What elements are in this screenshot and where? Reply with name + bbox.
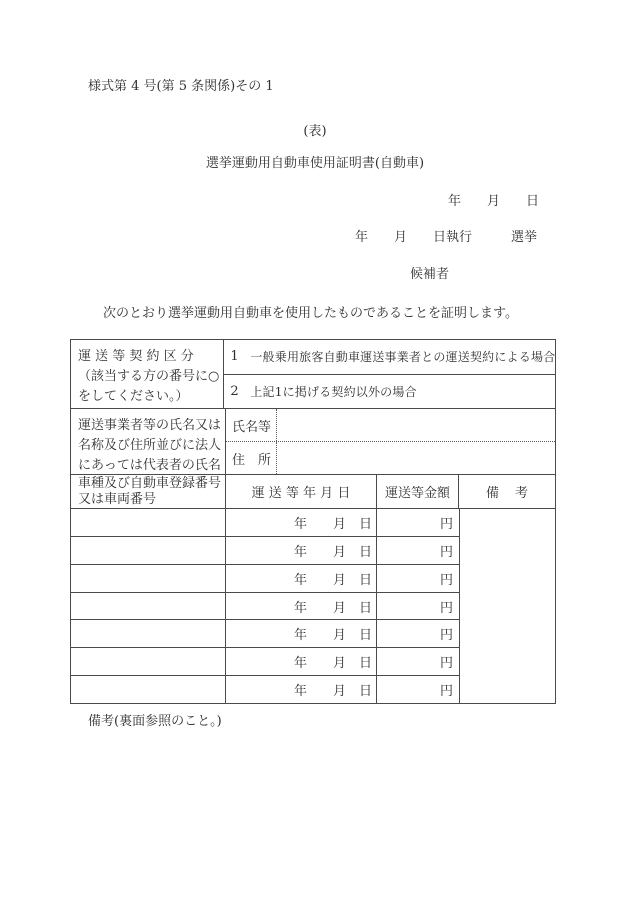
amount-cell: 円 — [439, 656, 453, 672]
usage-body — [71, 509, 555, 703]
contract-type-label — [71, 340, 224, 408]
contract-type-row — [71, 340, 555, 409]
issue-date-line: 年 月 日 — [448, 194, 540, 209]
usage-row — [71, 565, 459, 593]
date-column-header: 運 送 等 年 月 日 — [226, 475, 377, 508]
carrier-name-label: 氏名等 — [226, 409, 277, 441]
note-column-header — [459, 475, 555, 508]
side-label: (表) — [303, 124, 327, 139]
carrier-info-label-line1: 運送事業者等の氏名又は — [78, 418, 222, 433]
date-cell: 年 月 日 — [226, 509, 377, 536]
carrier-info-row — [71, 409, 555, 475]
date-cell: 年 月 日 — [226, 676, 377, 703]
date-cell: 年 月 日 — [226, 648, 377, 675]
vehicle-cell — [71, 676, 226, 703]
vehicle-cell — [71, 537, 226, 564]
carrier-info-label-line3: にあっては代表者の氏名 — [78, 458, 221, 473]
certification-statement: 次のとおり選挙運動用自動車を使用したものであることを証明します。 — [103, 306, 518, 321]
candidate-label: 候補者 — [410, 267, 450, 282]
usage-row — [71, 593, 459, 621]
vehicle-column-label-line1: 車種及び自動車登録番号 — [78, 476, 222, 491]
carrier-info-fields — [226, 409, 555, 474]
footer-note: 備考(裏面参照のこと。) — [88, 714, 222, 729]
vehicle-cell — [71, 509, 226, 536]
contract-option-2-number: 2 — [230, 383, 239, 399]
carrier-info-label-line2: 名称及び住所並びに法人 — [78, 438, 222, 453]
amount-cell: 円 — [439, 572, 453, 588]
vehicle-cell — [71, 620, 226, 647]
contract-option-1-number: 1 — [230, 349, 239, 365]
date-cell: 年 月 日 — [226, 620, 377, 647]
carrier-address-label: 住 所 — [226, 442, 277, 474]
contract-type-options — [224, 340, 555, 408]
vehicle-cell — [71, 593, 226, 620]
usage-row — [71, 620, 459, 648]
date-cell: 年 月 日 — [226, 593, 377, 620]
amount-cell: 円 — [439, 684, 453, 700]
carrier-address-value — [277, 442, 555, 474]
note-column-header-right: 考 — [514, 486, 528, 501]
amount-cell: 円 — [439, 628, 453, 644]
form-number: 様式第 4 号(第 5 条関係)その 1 — [88, 79, 274, 94]
date-cell: 年 月 日 — [226, 537, 377, 564]
usage-certificate-table — [70, 339, 556, 704]
usage-row — [71, 648, 459, 676]
contract-option-2-text: 上記1に掲げる契約以外の場合 — [250, 384, 417, 399]
contract-option-2 — [224, 375, 555, 409]
usage-row — [71, 676, 459, 703]
usage-row — [71, 537, 459, 565]
carrier-name-row — [226, 409, 555, 442]
usage-rows — [71, 509, 459, 703]
amount-column-header: 運送等金額 — [377, 475, 459, 508]
election-date-line: 年 月 日執行 選挙 — [355, 230, 538, 245]
carrier-name-value — [277, 409, 555, 441]
contract-option-1 — [224, 340, 555, 375]
document-title: 選挙運動用自動車使用証明書(自動車) — [205, 156, 425, 171]
vehicle-column-label-line2: 又は車両番号 — [78, 492, 157, 507]
amount-cell: 円 — [439, 600, 453, 616]
vehicle-column-label — [71, 475, 226, 508]
amount-cell: 円 — [439, 544, 453, 560]
note-column-header-left: 備 — [486, 486, 500, 501]
carrier-info-label — [71, 409, 226, 474]
contract-type-label-line1: 運 送 等 契 約 区 分 — [78, 349, 194, 364]
contract-option-1-text: 一般乗用旅客自動車運送事業者との運送契約による場合 — [250, 350, 556, 365]
contract-type-label-line3: をしてください。） — [78, 389, 189, 404]
vehicle-cell — [71, 565, 226, 592]
usage-header-row — [71, 475, 555, 509]
amount-cell: 円 — [439, 516, 453, 532]
date-cell: 年 月 日 — [226, 565, 377, 592]
note-cell — [459, 509, 555, 703]
carrier-address-row — [226, 442, 555, 474]
contract-type-label-line2: （該当する方の番号に○ — [78, 369, 220, 384]
usage-row — [71, 509, 459, 537]
vehicle-cell — [71, 648, 226, 675]
